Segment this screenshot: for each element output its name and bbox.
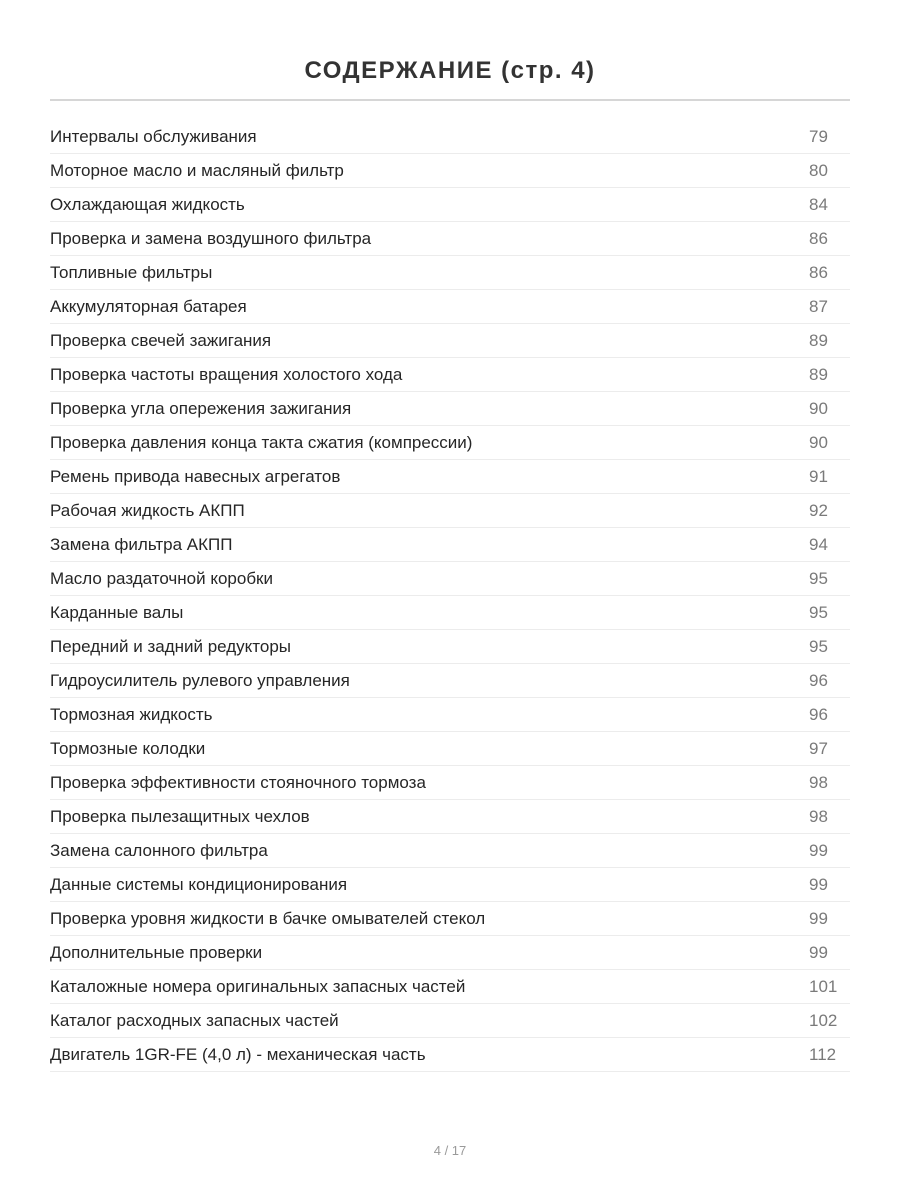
toc-entry-page-number: 95 xyxy=(809,637,828,656)
toc-entry-page-number: 90 xyxy=(809,399,828,418)
toc-entry-page-number: 101 xyxy=(809,977,838,996)
toc-entry-title: Гидроусилитель рулевого управления xyxy=(50,671,350,690)
toc-entry-page-number: 80 xyxy=(809,161,828,180)
toc-entry-page-number: 86 xyxy=(809,263,828,282)
toc-entry[interactable] xyxy=(50,392,850,426)
toc-entry[interactable] xyxy=(50,800,850,834)
toc-entry-page-number: 99 xyxy=(809,943,828,962)
toc-entry[interactable] xyxy=(50,290,850,324)
toc-entry-title: Данные системы кондиционирования xyxy=(50,875,348,894)
toc-entry[interactable] xyxy=(50,358,850,392)
toc-entry-title: Аккумуляторная батарея xyxy=(50,297,247,316)
toc-entry-title: Каталог расходных запасных частей xyxy=(50,1011,339,1030)
toc-entry-title: Топливные фильтры xyxy=(50,263,213,282)
page-indicator: 4 / 17 xyxy=(433,1143,467,1158)
toc-entry[interactable] xyxy=(50,732,850,766)
toc-entry-title: Двигатель 1GR-FE (4,0 л) - механическая часть xyxy=(50,1045,426,1064)
toc-entry-title: Каталожные номера оригинальных запасных частей xyxy=(50,977,466,996)
toc-entry-title: Масло раздаточной коробки xyxy=(50,569,273,588)
toc-entry-page-number: 79 xyxy=(809,127,828,146)
toc-entry[interactable] xyxy=(50,1004,850,1038)
toc-entry[interactable] xyxy=(50,426,850,460)
toc-entry-page-number: 89 xyxy=(809,365,828,384)
toc-entry[interactable] xyxy=(50,936,850,970)
toc-entry-title: Проверка частоты вращения холостого хода xyxy=(50,365,403,384)
toc-entry-title: Проверка угла опережения зажигания xyxy=(50,399,352,418)
toc-entry-page-number: 99 xyxy=(809,841,828,860)
toc-entry-page-number: 102 xyxy=(809,1011,838,1030)
toc-entry[interactable] xyxy=(50,766,850,800)
toc-entry-title: Проверка давления конца такта сжатия (компрессии) xyxy=(50,433,473,452)
toc-entry[interactable] xyxy=(50,664,850,698)
toc-entry-page-number: 96 xyxy=(809,671,828,690)
toc-entry-page-number: 90 xyxy=(809,433,828,452)
toc-entry[interactable] xyxy=(50,868,850,902)
toc-entry-page-number: 86 xyxy=(809,229,828,248)
toc-entry-page-number: 96 xyxy=(809,705,828,724)
toc-entry[interactable] xyxy=(50,528,850,562)
toc-entry[interactable] xyxy=(50,460,850,494)
toc-entry-title: Замена фильтра АКПП xyxy=(50,535,233,554)
toc-entry-title: Тормозная жидкость xyxy=(50,705,213,724)
toc-entry[interactable] xyxy=(50,120,850,154)
toc-entry[interactable] xyxy=(50,1038,850,1072)
toc-entry-page-number: 92 xyxy=(809,501,828,520)
toc-entry[interactable] xyxy=(50,562,850,596)
toc-entry-page-number: 95 xyxy=(809,569,828,588)
toc-entry-page-number: 95 xyxy=(809,603,828,622)
toc-entry-title: Проверка и замена воздушного фильтра xyxy=(50,229,372,248)
table-of-contents xyxy=(50,120,850,1072)
toc-entry[interactable] xyxy=(50,324,850,358)
toc-entry[interactable] xyxy=(50,494,850,528)
toc-entry-page-number: 99 xyxy=(809,909,828,928)
toc-entry[interactable] xyxy=(50,188,850,222)
toc-entry-page-number: 91 xyxy=(809,467,828,486)
toc-entry-title: Карданные валы xyxy=(50,603,184,622)
toc-entry-title: Проверка уровня жидкости в бачке омывателей стекол xyxy=(50,909,486,928)
toc-entry-title: Охлаждающая жидкость xyxy=(50,195,245,214)
toc-entry-title: Моторное масло и масляный фильтр xyxy=(50,161,344,180)
toc-entry[interactable] xyxy=(50,834,850,868)
toc-entry[interactable] xyxy=(50,970,850,1004)
toc-entry[interactable] xyxy=(50,630,850,664)
toc-entry-title: Дополнительные проверки xyxy=(50,943,263,962)
toc-entry-title: Проверка пылезащитных чехлов xyxy=(50,807,310,826)
toc-entry[interactable] xyxy=(50,902,850,936)
toc-entry-page-number: 112 xyxy=(809,1045,837,1064)
title-divider xyxy=(50,99,850,101)
toc-entry-page-number: 97 xyxy=(809,739,828,758)
toc-entry-title: Проверка свечей зажигания xyxy=(50,331,272,350)
toc-entry-page-number: 99 xyxy=(809,875,828,894)
toc-entry-page-number: 94 xyxy=(809,535,828,554)
page-title: СОДЕРЖАНИЕ (стр. 4) xyxy=(304,57,596,85)
toc-entry[interactable] xyxy=(50,222,850,256)
toc-entry-page-number: 87 xyxy=(809,297,828,316)
toc-entry-page-number: 98 xyxy=(809,807,828,826)
toc-entry-title: Ремень привода навесных агрегатов xyxy=(50,467,341,486)
toc-entry-page-number: 98 xyxy=(809,773,828,792)
toc-entry-title: Интервалы обслуживания xyxy=(50,127,257,146)
toc-entry-title: Замена салонного фильтра xyxy=(50,841,268,860)
toc-entry[interactable] xyxy=(50,154,850,188)
toc-entry-page-number: 89 xyxy=(809,331,828,350)
toc-entry-title: Тормозные колодки xyxy=(50,739,206,758)
toc-entry-title: Передний и задний редукторы xyxy=(50,637,292,656)
toc-entry-title: Проверка эффективности стояночного тормоза xyxy=(50,773,426,792)
toc-entry[interactable] xyxy=(50,596,850,630)
toc-entry-title: Рабочая жидкость АКПП xyxy=(50,501,245,520)
toc-entry-page-number: 84 xyxy=(809,195,828,214)
toc-entry[interactable] xyxy=(50,698,850,732)
toc-entry[interactable] xyxy=(50,256,850,290)
